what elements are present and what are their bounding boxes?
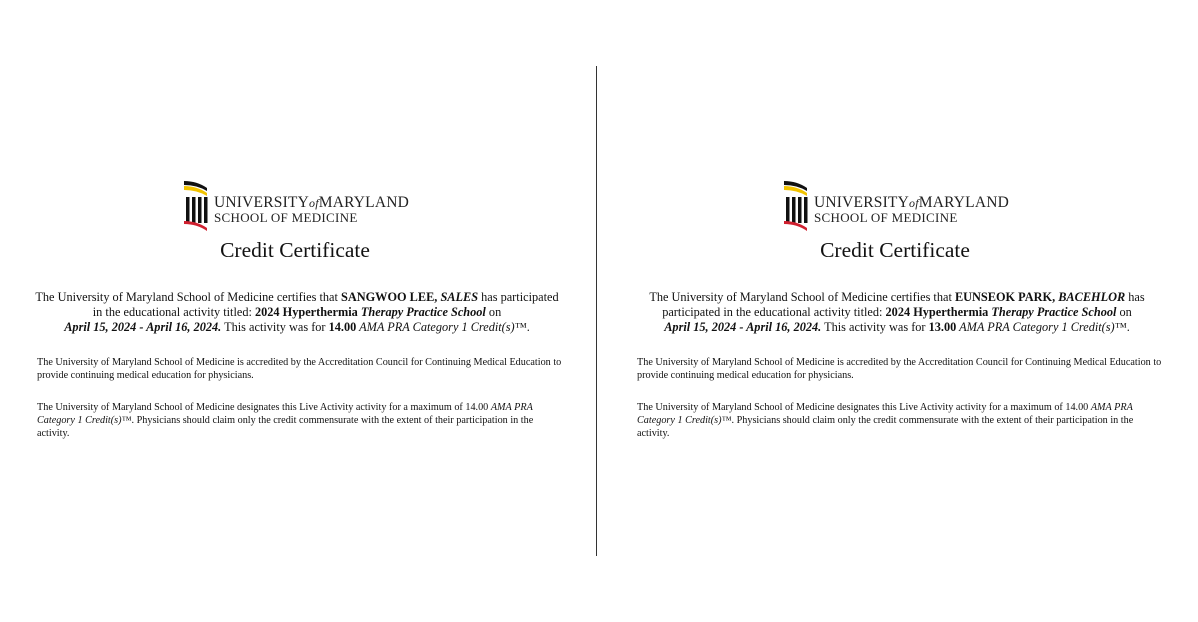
designation-statement: The University of Maryland School of Medicine designates this Live Activity activity for a maximum of 14.00 AMA PRA Category 1 Credit(s)™. Physicians should claim only the credit commensurate with the extent of their participation in the activity. <box>37 402 534 440</box>
accreditation-statement: The University of Maryland School of Medicine is accredited by the Accreditation Council for Continuing Medical Education to provide continuing medical education for physicians. <box>637 357 1162 382</box>
activity-title-italic: Therapy Practice School <box>991 305 1117 320</box>
certification-statement: The University of Maryland School of Medicine certifies that EUNSEOK PARK, BACEHLOR has participated in the educational activity titled: 2024 Hyperthermia Therapy Practice School on April 15, 2024 - April 16, 2024. This activity was for 13.00 AMA PRA Category 1 Credit(s)™. <box>649 290 1145 335</box>
credit-amount: 14.00 <box>328 320 357 335</box>
activity-title-bold: 2024 Hyperthermia <box>885 305 992 320</box>
certificate-title: Credit Certificate <box>220 238 370 262</box>
designation-statement: The University of Maryland School of Medicine designates this Live Activity activity for a maximum of 14.00 AMA PRA Category 1 Credit(s)™. Physicians should claim only the credit commensurate with the extent of their participation in the activity. <box>637 402 1134 440</box>
logo-university-text: UNIVERSITYofMARYLAND <box>214 194 410 211</box>
logo-school-text: SCHOOL OF MEDICINE <box>214 210 358 225</box>
logo-university-text: UNIVERSITYofMARYLAND <box>814 194 1010 211</box>
participant-role: BACEHLOR <box>1058 290 1126 304</box>
page-divider <box>596 66 597 556</box>
participant-name: EUNSEOK PARK, <box>954 290 1059 304</box>
activity-dates: April 15, 2024 - April 16, 2024. <box>664 320 822 335</box>
umsom-logo <box>783 178 1023 234</box>
participant-role: SALES <box>440 290 479 304</box>
umsom-logo-icon <box>183 178 213 232</box>
umsom-logo <box>183 178 423 234</box>
logo-school-text: SCHOOL OF MEDICINE <box>814 210 958 225</box>
activity-title-bold: 2024 Hyperthermia <box>254 305 361 320</box>
certificate-title: Credit Certificate <box>820 238 970 262</box>
credit-amount: 13.00 <box>928 320 957 335</box>
certification-statement: The University of Maryland School of Medicine certifies that SANGWOO LEE, SALES has participated in the educational activity titled: 2024 Hyperthermia Therapy Practice School on April 15, 2024 - April 16, 2024. This activity was for 14.00 AMA PRA Category 1 Credit(s)™. <box>35 290 559 335</box>
activity-dates: April 15, 2024 - April 16, 2024. <box>64 320 222 335</box>
umsom-logo-icon <box>783 178 813 232</box>
participant-name: SANGWOO LEE, <box>341 290 441 304</box>
activity-title-italic: Therapy Practice School <box>360 305 486 320</box>
accreditation-statement: The University of Maryland School of Medicine is accredited by the Accreditation Council for Continuing Medical Education to provide continuing medical education for physicians. <box>37 357 562 382</box>
